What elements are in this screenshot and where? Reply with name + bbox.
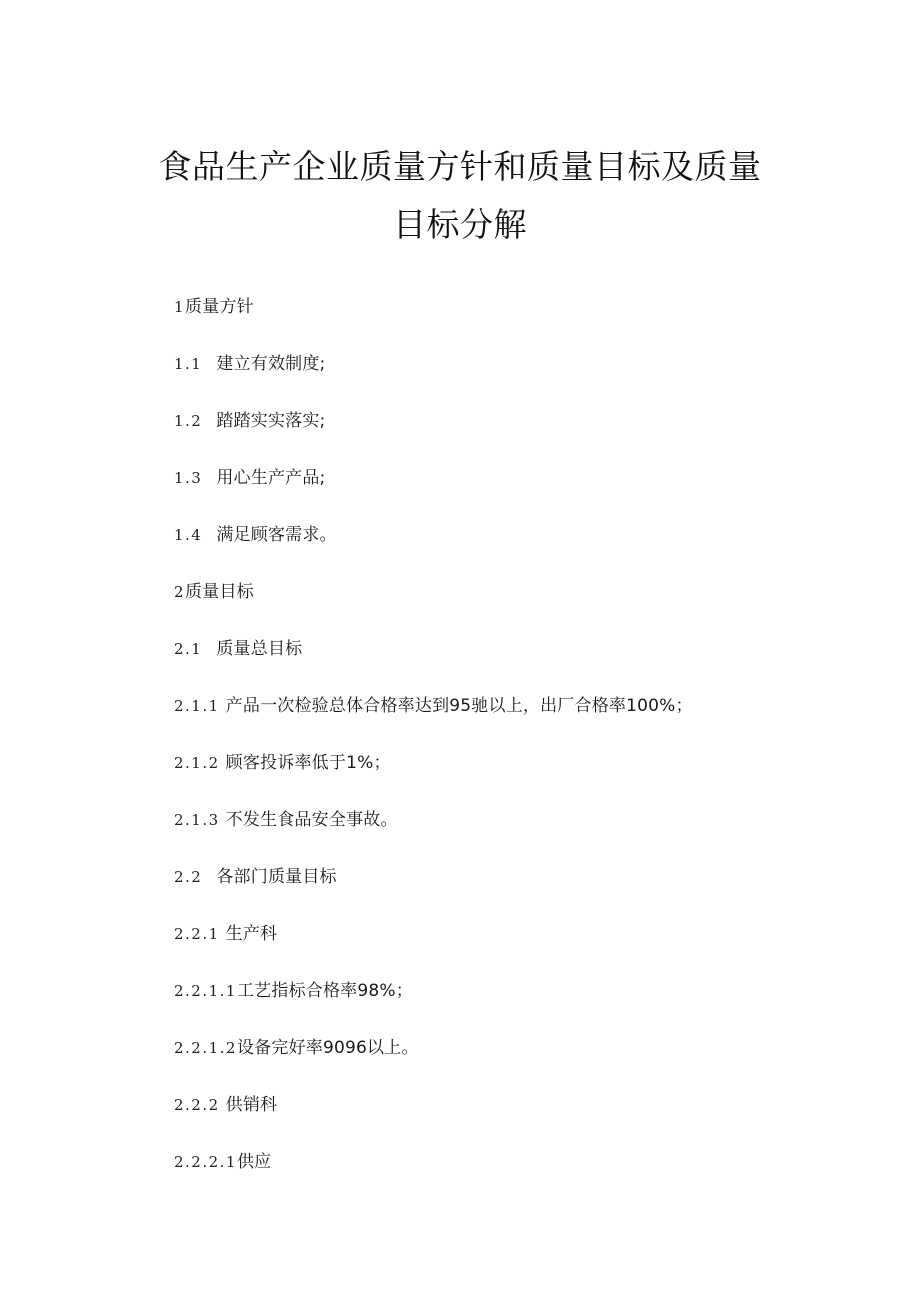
list-item xyxy=(174,866,337,888)
item-text: 供销科 xyxy=(225,1095,278,1115)
item-number: 1 xyxy=(174,298,186,316)
item-number: 2.1.2 xyxy=(174,754,220,772)
item-text: 满足顾客需求。 xyxy=(216,525,337,545)
list-item xyxy=(174,809,398,831)
item-number: 2 xyxy=(174,583,186,601)
item-text: 各部门质量目标 xyxy=(216,867,337,887)
item-text: 质量目标 xyxy=(185,582,254,602)
item-text: 不发生食品安全事故。 xyxy=(225,810,398,830)
list-item xyxy=(174,638,302,660)
list-item xyxy=(174,353,326,375)
list-item xyxy=(174,467,326,489)
item-text: 生产科 xyxy=(225,924,278,944)
list-item xyxy=(174,1151,271,1173)
item-text: 建立有效制度; xyxy=(216,354,326,374)
item-number: 1.1 xyxy=(174,355,203,373)
item-text: 产品一次检验总体合格率达到95驰以上，出厂合格率100%； xyxy=(225,696,693,716)
document-title-line-2: 目标分解 xyxy=(393,205,527,244)
list-item xyxy=(174,1037,419,1059)
item-number: 2.2.1 xyxy=(174,925,220,943)
item-text: 用心生产产品; xyxy=(216,468,326,488)
item-number: 2.2.2 xyxy=(174,1096,220,1114)
list-item xyxy=(174,752,391,774)
item-number: 2.2.1.2 xyxy=(174,1039,237,1057)
section-heading xyxy=(174,296,254,318)
item-number: 2.2.1.1 xyxy=(174,982,237,1000)
list-item xyxy=(174,1094,277,1116)
item-number: 1.2 xyxy=(174,412,203,430)
document-title-line-1: 食品生产企业质量方针和质量目标及质量 xyxy=(158,147,762,186)
item-text: 质量方针 xyxy=(185,297,254,317)
item-number: 2.1.3 xyxy=(174,811,220,829)
item-number: 1.3 xyxy=(174,469,203,487)
section-heading xyxy=(174,581,254,603)
item-text: 顾客投诉率低于1%； xyxy=(225,753,391,773)
list-item xyxy=(174,695,693,717)
item-text: 设备完好率9096以上。 xyxy=(236,1038,419,1058)
item-text: 供应 xyxy=(236,1152,272,1172)
list-item xyxy=(174,923,277,945)
item-number: 2.2 xyxy=(174,868,203,886)
item-text: 工艺指标合格率98%； xyxy=(236,981,413,1001)
list-item xyxy=(174,524,337,546)
item-number: 2.2.2.1 xyxy=(174,1153,237,1171)
item-number: 1.4 xyxy=(174,526,203,544)
item-number: 2.1.1 xyxy=(174,697,220,715)
list-item xyxy=(174,980,413,1002)
list-item xyxy=(174,410,326,432)
item-text: 踏踏实实落实; xyxy=(216,411,326,431)
item-text: 质量总目标 xyxy=(216,639,303,659)
item-number: 2.1 xyxy=(174,640,203,658)
